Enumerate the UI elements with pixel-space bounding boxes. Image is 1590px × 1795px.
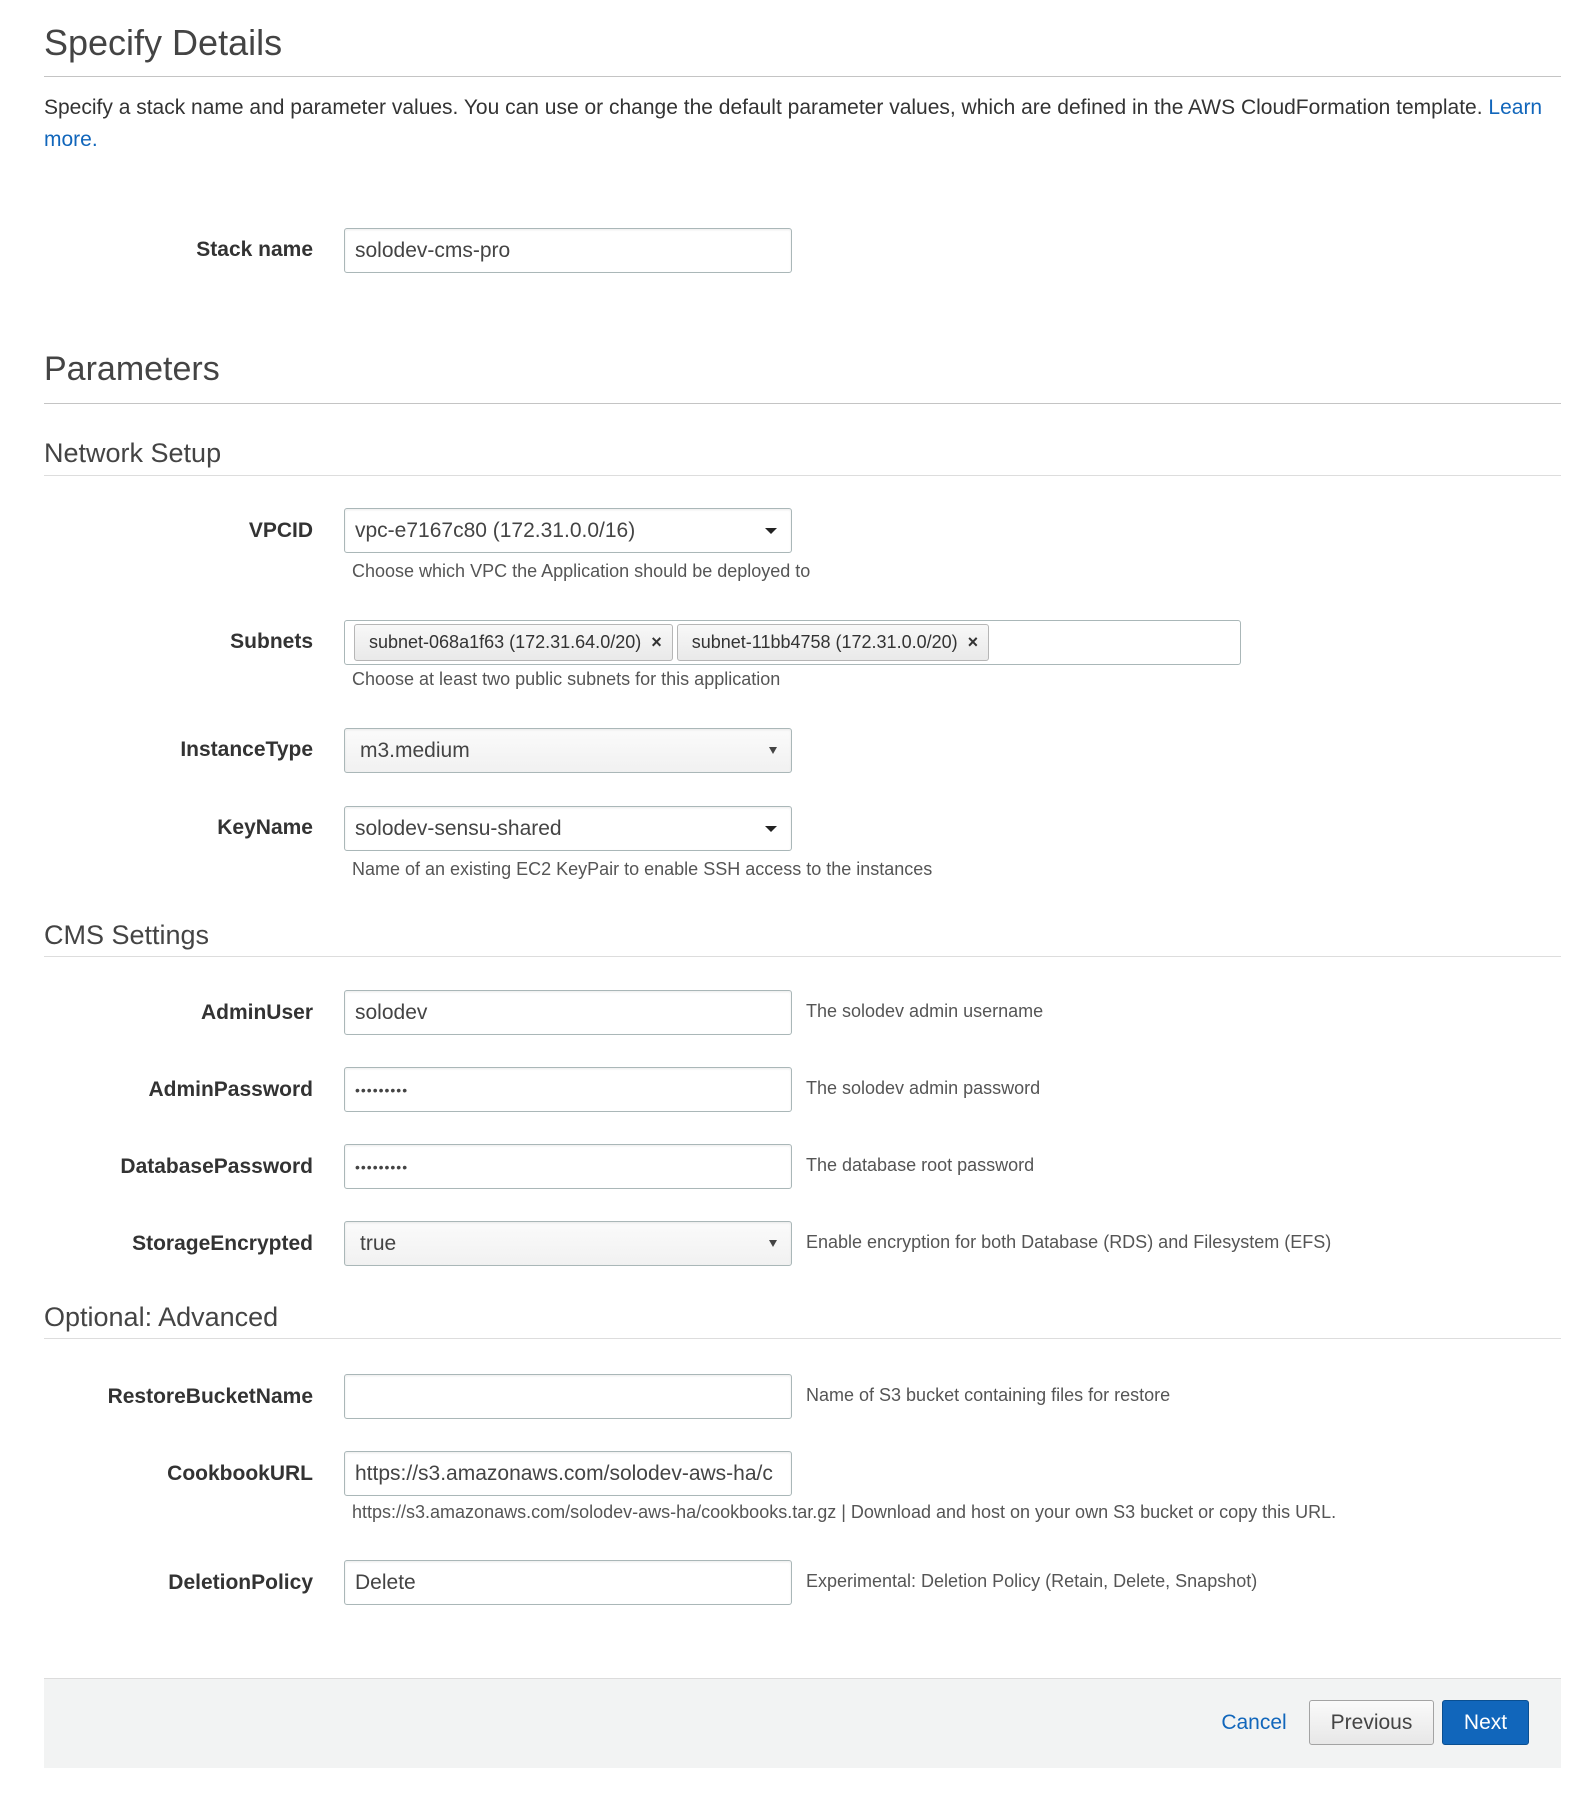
vpcid-help: Choose which VPC the Application should be deployed to (352, 561, 811, 581)
cms-settings-divider (44, 956, 1561, 957)
cookbook-url-label: CookbookURL (167, 1462, 313, 1485)
learn-more-link[interactable]: Learn more. (44, 96, 1543, 151)
database-password-label: DatabasePassword (120, 1155, 313, 1178)
subnet-tag (354, 624, 673, 661)
admin-password-input[interactable] (344, 1067, 792, 1112)
stack-name-input[interactable] (344, 228, 792, 273)
chevron-down-icon (765, 528, 777, 534)
storage-encrypted-value: true (360, 1231, 397, 1255)
storage-encrypted-label: StorageEncrypted (132, 1232, 313, 1255)
cookbook-url-input[interactable] (344, 1451, 792, 1496)
deletion-policy-value: Delete (355, 1570, 416, 1594)
deletion-policy-label: DeletionPolicy (168, 1571, 313, 1594)
chevron-down-icon (765, 826, 777, 832)
advanced-divider (44, 1338, 1561, 1339)
parameters-divider (44, 403, 1561, 404)
subnets-multiselect[interactable] (344, 620, 1241, 665)
subnets-label: Subnets (230, 630, 313, 653)
instance-type-value: m3.medium (360, 738, 470, 762)
parameters-title: Parameters (44, 350, 220, 388)
database-password-input[interactable] (344, 1144, 792, 1189)
storage-encrypted-select[interactable] (344, 1221, 792, 1266)
stack-name-label: Stack name (196, 238, 313, 261)
stack-name-value: solodev-cms-pro (355, 238, 511, 262)
page-title: Specify Details (44, 22, 283, 63)
vpcid-label: VPCID (248, 519, 313, 542)
storage-encrypted-help: Enable encryption for both Database (RDS) and Filesystem (EFS) (806, 1232, 1332, 1252)
subnets-help: Choose at least two public subnets for this application (352, 669, 781, 689)
intro-description: Specify a stack name and parameter values. You can use or change the default parameter values, which are defined in the AWS CloudFormation template. (44, 96, 1483, 119)
key-name-label: KeyName (217, 816, 313, 839)
network-setup-title: Network Setup (44, 438, 222, 468)
admin-password-label: AdminPassword (148, 1078, 313, 1101)
database-password-value: ••••••••• (355, 1158, 409, 1175)
restore-bucket-help: Name of S3 bucket containing files for restore (806, 1385, 1171, 1405)
chevron-down-icon (769, 1240, 777, 1247)
close-icon[interactable]: × (651, 632, 662, 652)
subnet-tag-label: subnet-068a1f63 (172.31.64.0/20) (369, 632, 642, 652)
close-icon[interactable]: × (967, 632, 979, 652)
key-name-help: Name of an existing EC2 KeyPair to enable SSH access to the instances (352, 859, 933, 879)
cookbook-url-help: https://s3.amazonaws.com/solodev-aws-ha/cookbooks.tar.gz | Download and host on your own S3 bucket or copy this URL. (352, 1502, 1337, 1522)
vpcid-select[interactable] (344, 508, 792, 553)
admin-user-value: solodev (355, 1000, 428, 1024)
admin-password-value: ••••••••• (355, 1081, 409, 1098)
intro-text (44, 92, 1561, 156)
title-divider (44, 76, 1561, 77)
subnet-tag-label: subnet-11bb4758 (172.31.0.0/20) (691, 632, 958, 652)
admin-user-input[interactable] (344, 990, 792, 1035)
key-name-value: solodev-sensu-shared (355, 816, 562, 840)
key-name-select[interactable] (344, 806, 792, 851)
database-password-help: The database root password (806, 1155, 1035, 1175)
restore-bucket-label: RestoreBucketName (107, 1385, 313, 1408)
network-setup-divider (44, 475, 1561, 476)
deletion-policy-input[interactable] (344, 1560, 792, 1605)
subnet-tag (677, 624, 989, 661)
instance-type-select[interactable] (344, 728, 792, 773)
chevron-down-icon (769, 747, 777, 754)
wizard-footer (44, 1678, 1561, 1768)
deletion-policy-help: Experimental: Deletion Policy (Retain, Delete, Snapshot) (806, 1571, 1258, 1591)
previous-button[interactable]: Previous (1309, 1700, 1434, 1745)
vpcid-value: vpc-e7167c80 (172.31.0.0/16) (355, 518, 636, 542)
next-button[interactable]: Next (1442, 1700, 1529, 1745)
instance-type-label: InstanceType (180, 738, 313, 761)
admin-password-help: The solodev admin password (806, 1078, 1041, 1098)
admin-user-label: AdminUser (200, 1001, 313, 1024)
cookbook-url-value: https://s3.amazonaws.com/solodev-aws-ha/c (355, 1461, 773, 1485)
advanced-title: Optional: Advanced (44, 1302, 279, 1332)
admin-user-help: The solodev admin username (806, 1001, 1044, 1021)
restore-bucket-input[interactable] (344, 1374, 792, 1419)
cancel-button[interactable]: Cancel (1221, 1710, 1287, 1734)
cms-settings-title: CMS Settings (44, 920, 210, 950)
